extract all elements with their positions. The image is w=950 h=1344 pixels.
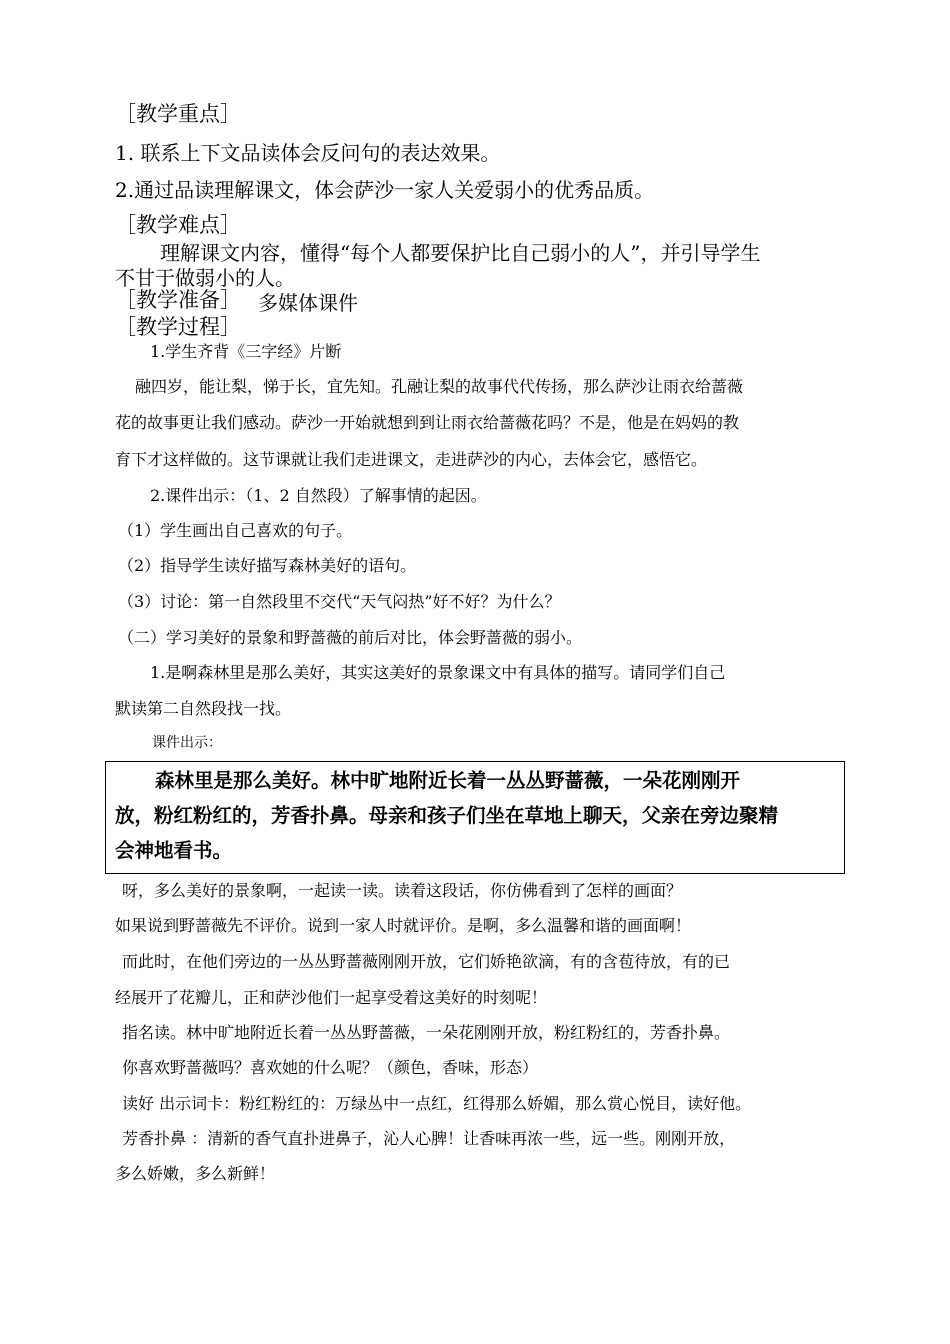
process-line: 1.学生齐背《三字经》片断 xyxy=(150,342,342,361)
process-line: （3）讨论：第一自然段里不交代“天气闷热”好不好？为什么？ xyxy=(118,592,561,611)
after-line: 经展开了花瓣儿，正和萨沙他们一起享受着这美好的时刻呢！ xyxy=(115,988,548,1007)
after-line: 多么娇嫩，多么新鲜！ xyxy=(115,1164,276,1183)
preparation-value: 多媒体课件 xyxy=(258,291,358,315)
process-line: （二）学习美好的景象和野蔷薇的前后对比，体会野蔷薇的弱小。 xyxy=(118,628,583,647)
boxed-passage-line: 森林里是那么美好。林中旷地附近长着一丛丛野蔷薇，一朵花刚刚开 xyxy=(155,769,741,792)
after-line: 芳香扑鼻 ：清新的香气直扑进鼻子，沁人心脾！让香味再浓一些，远一些。刚刚开放， xyxy=(122,1129,736,1148)
boxed-passage-line: 会神地看书。 xyxy=(115,839,233,862)
process-line: 2.课件出示：（1、2 自然段）了解事情的起因。 xyxy=(150,486,487,505)
after-line: 指名读。林中旷地附近长着一丛丛野蔷薇，一朵花刚刚开放，粉红粉红的，芳香扑鼻。 xyxy=(122,1023,731,1042)
after-line: 呀，多么美好的景象啊，一起读一读。读着这段话，你仿佛看到了怎样的画面？ xyxy=(122,881,683,900)
key-point-1: 1. 联系上下文品读体会反问句的表达效果。 xyxy=(115,141,501,165)
process-line: 课件出示： xyxy=(152,735,222,751)
process-line: 育下才这样做的。这节课就让我们走进课文，走进萨沙的内心，去体会它，感悟它。 xyxy=(115,450,708,469)
process-line: 花的故事更让我们感动。萨沙一开始就想到到让雨衣给蔷薇花吗？不是，他是在妈妈的教 xyxy=(115,413,740,432)
boxed-passage-line: 放，粉红粉红的，芳香扑鼻。母亲和孩子们坐在草地上聊天，父亲在旁边聚精 xyxy=(115,804,779,827)
difficulty-line-2: 不甘于做弱小的人。 xyxy=(115,266,295,290)
process-line: 融四岁，能让梨，悌于长，宜先知。孔融让梨的故事代代传扬，那么萨沙让雨衣给蔷薇 xyxy=(135,377,744,396)
after-line: 你喜欢野蔷薇吗？喜欢她的什么呢？（颜色，香味，形态） xyxy=(122,1058,539,1077)
after-line: 而此时，在他们旁边的一丛丛野蔷薇刚刚开放，它们娇艳欲滴，有的含苞待放，有的已 xyxy=(122,952,731,971)
process-heading: ［教学过程］ xyxy=(115,315,241,339)
key-points-heading: ［教学重点］ xyxy=(115,102,241,126)
process-line: 默读第二自然段找一找。 xyxy=(115,699,292,718)
process-line: 1.是啊森林里是那么美好，其实这美好的景象课文中有具体的描写。请同学们自己 xyxy=(150,663,726,682)
after-line: 如果说到野蔷薇先不评价。说到一家人时就评价。是啊，多么温馨和谐的画面啊！ xyxy=(115,916,692,935)
process-line: （1）学生画出自己喜欢的句子。 xyxy=(118,521,353,540)
difficulty-heading: ［教学难点］ xyxy=(115,213,241,237)
difficulty-line-1: 理解课文内容，懂得“每个人都要保护比自己弱小的人”，并引导学生 xyxy=(160,241,761,265)
process-line: （2）指导学生读好描写森林美好的语句。 xyxy=(118,556,417,575)
after-line: 读好 出示词卡：粉红粉红的：万绿丛中一点红，红得那么娇媚，那么赏心悦目，读好他。 xyxy=(122,1094,752,1113)
preparation-heading: ［教学准备］ xyxy=(115,288,241,312)
key-point-2: 2.通过品读理解课文，体会萨沙一家人关爱弱小的优秀品质。 xyxy=(115,178,655,202)
